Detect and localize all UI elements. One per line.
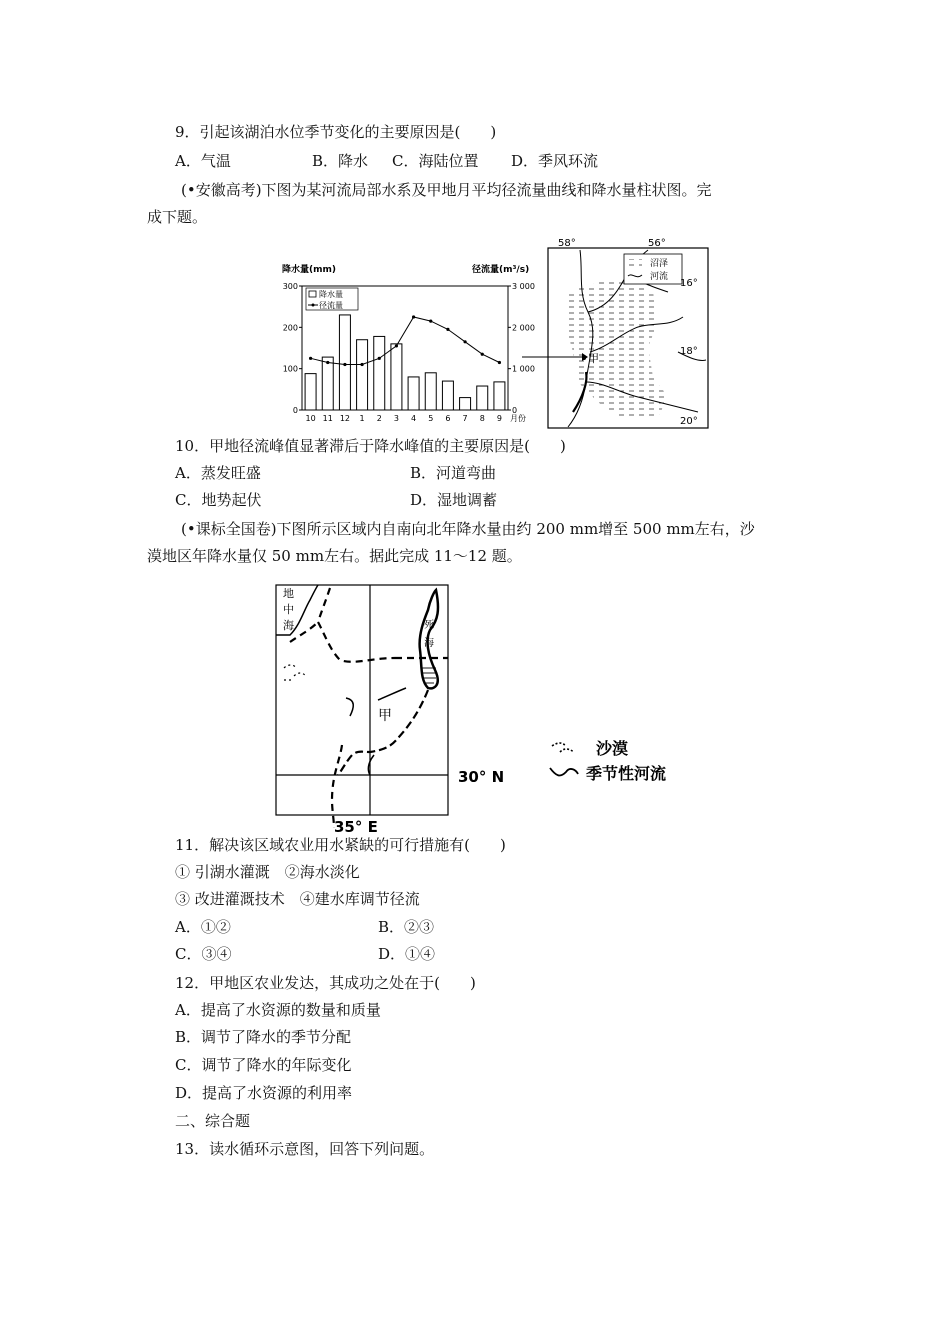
seasonal-rivers [346,688,406,716]
precip-bar [305,374,316,410]
q9-stem: 9．引起该湖泊水位季节变化的主要原因是( ) [175,123,497,141]
runoff-point [498,361,501,364]
intro10-line1: (•安徽高考)下图为某河流局部水系及甲地月平均径流量曲线和降水量柱状图。完 [181,181,712,199]
precip-bar [425,373,436,410]
y-right-tick-label: 3 000 [512,282,535,291]
runoff-point [429,320,432,323]
precip-bar [442,381,453,410]
runoff-point [412,315,415,318]
map2-frame [276,585,448,815]
legend-bar-swatch [309,291,316,297]
q11-option-b: B．②③ [378,918,435,936]
runoff-line [311,317,500,365]
precip-bar [460,398,471,410]
precip-bar [408,377,419,410]
precip-bar [494,382,505,410]
q11-option-c: C．③④ [175,945,232,963]
runoff-point [309,357,312,360]
runoff-point [481,353,484,356]
legend-desert-label: 沙漠 [596,739,629,758]
precip-runoff-chart [280,258,542,430]
x-tick-label: 2 [376,414,382,423]
map1-place-jia: 甲 [588,352,599,365]
lon-58-label: 58° [558,238,576,249]
sea-label-2: 中 [283,603,294,616]
q10-option-c: C．地势起伏 [175,491,262,509]
q9-option-a: A．气温 [175,152,231,170]
y-right-tick-label: 2 000 [512,323,535,333]
legend-runoff-label: 径流量 [319,301,343,310]
lat-20-label: 20° [680,416,698,427]
x-tick-label: 9 [496,414,502,423]
x-tick-label: 8 [479,414,485,423]
runoff-point [446,328,449,331]
q11-stem: 11．解决该区域农业用水紧缺的可行措施有( ) [175,836,506,854]
lat-30n-label: 30° N [458,768,505,786]
lat-18-label: 18° [680,346,698,357]
lon-56-label: 56° [648,238,666,249]
sea-label-1: 地 [283,587,294,600]
y-left-tick-label: 0 [292,406,298,415]
x-tick-label: 6 [445,414,451,423]
intro11-line1: (•课标全国卷)下图所示区域内自南向北年降水量由约 200 mm增至 500 mm左右，沙 [181,520,755,538]
q9-option-d: D．季风环流 [511,152,599,170]
q11-choices-line2: ③ 改进灌溉技术 ④建水库调节径流 [175,890,420,908]
intro10-line2: 成下题。 [147,208,208,226]
dead-sea-region-map [270,580,730,835]
y-left-title: 降水量(mm) [282,265,336,275]
q10-option-d: D．湿地调蓄 [410,491,498,509]
q9-option-c: C．海陆位置 [392,152,479,170]
x-tick-label: 5 [428,414,434,423]
x-tick-label: 10 [305,414,316,423]
q13-stem: 13．读水循环示意图，回答下列问题。 [175,1140,435,1158]
q10-option-a: A．蒸发旺盛 [175,464,261,482]
precip-bar [357,340,368,410]
river-marsh-map [528,232,718,432]
lat-16-label: 16° [680,278,698,289]
q11-option-a: A．①② [175,918,231,936]
y-left-tick-label: 300 [282,282,298,291]
q10-stem: 10．甲地径流峰值显著滞后于降水峰值的主要原因是( ) [175,437,566,455]
x-tick-label: 12 [339,414,351,423]
y-right-title: 径流量(m³/s) [472,265,530,275]
sea-label-3: 海 [283,619,294,632]
x-tick-label: 1 [359,414,365,423]
x-axis-label: 月份 [510,414,526,423]
legend-desert-symbol [552,743,574,752]
y-right-tick-label: 1 000 [512,364,535,374]
q12-option-b: B．调节了降水的季节分配 [175,1028,352,1046]
q12-stem: 12．甲地区农业发达，其成功之处在于( ) [175,974,476,992]
q12-option-d: D．提高了水资源的利用率 [175,1084,353,1102]
runoff-point [463,340,466,343]
y-left-tick-label: 200 [282,323,298,333]
intro11-line2: 漠地区年降水量仅 50 mm左右。据此完成 11～12 题。 [147,547,522,565]
legend-marsh-label: 沼泽 [650,259,669,269]
x-tick-label: 7 [462,414,468,423]
legend-river-symbol [550,768,578,775]
runoff-point [343,363,346,366]
precip-bar [322,357,333,410]
q10-option-b: B．河道弯曲 [410,464,497,482]
q12-option-a: A．提高了水资源的数量和质量 [175,1001,381,1019]
precip-bar [339,315,350,410]
x-tick-label: 4 [411,414,417,423]
runoff-point [395,344,398,347]
legend-line-dot [312,304,315,307]
x-tick-label: 3 [393,414,399,423]
q12-option-c: C．调节了降水的年际变化 [175,1056,352,1074]
legend-river-label: 河流 [650,272,669,282]
precip-bar [477,386,488,410]
precip-bar [374,336,385,410]
section-heading: 二、综合题 [175,1112,251,1130]
runoff-point [326,361,329,364]
dead-sea-label-1: 死 [424,620,434,631]
rift-valley [338,690,428,775]
pointer-arrow [520,350,590,364]
desert-marks [284,665,306,680]
y-right-tick-label: 0 [512,406,518,415]
x-tick-label: 11 [322,414,333,423]
runoff-point [360,363,363,366]
dead-sea-label-2: 海 [424,638,434,649]
lon-35e-label: 35° E [334,818,378,835]
precip-bar [391,344,402,410]
q11-option-d: D．①④ [378,945,436,963]
runoff-point [378,357,381,360]
map2-place-jia: 甲 [378,708,392,724]
q11-choices-line1: ① 引湖水灌溉 ②海水淡化 [175,863,360,881]
legend-seasonal-river-label: 季节性河流 [586,764,667,783]
q9-option-b: B．降水 [312,152,369,170]
y-left-tick-label: 100 [282,364,298,374]
legend-precip-label: 降水量 [319,290,343,299]
